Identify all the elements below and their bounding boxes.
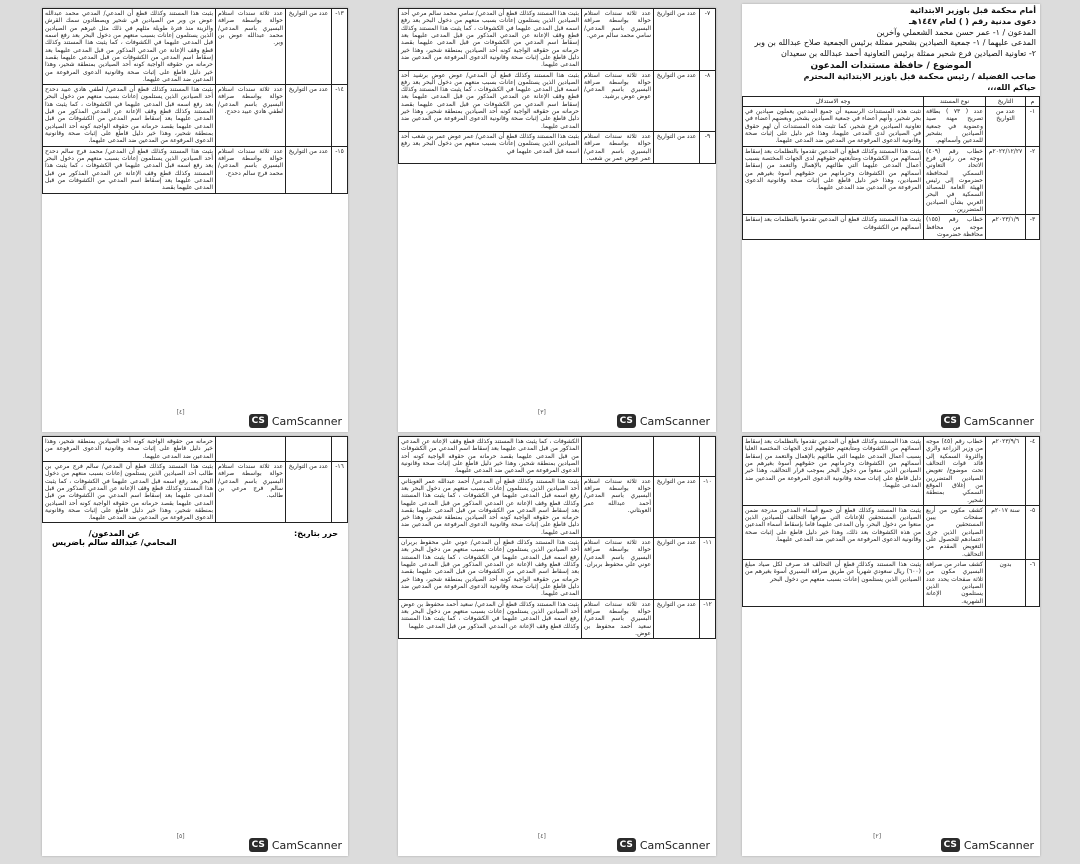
table-row [43, 85, 348, 147]
table-row-continued [399, 437, 716, 477]
row-date: عدد من التواريخ [986, 107, 1026, 147]
camscanner-label: CamScanner [639, 838, 710, 852]
table-row [399, 476, 716, 538]
row-document-type: عدد ثلاثة سندات استلام حوالة بواسطة صرافة البسيري باسم المدعي/ محمد عبدالله عوض بن وبر. [216, 9, 286, 85]
row-document-type: عدد ثلاثة سندات استلام حوالة بواسطة صرافة البسيري باسم المدعي/ سالم فرج مرعي بن طالب. [216, 461, 286, 523]
row-date: عدد من التواريخ [654, 599, 700, 639]
page-number: [٤] [537, 833, 546, 840]
camscanner-watermark [941, 838, 1034, 852]
table-row [743, 215, 1040, 240]
row-evidence-text: بثبت هذا المستند وكذلك قطع أن المدعي/ المدعي محمد عبدالله عوض بن وبر من الصيادين في شحير ويصطادون سمك القرش والزينة منذ فترة طويلة مثلهم في ذلك مثل غيرهم من الصيادين الذين يستلمون إعانات بسبب منعهم من دخول البحر بعد رفع اسمه قبل المدعى عليهما في الكشوفات ، كما يثبت هذا المستند وكذلك قطع وقف الإعانة عن المدعي المذكور من قبل المدعى عليهما بعد إسقاط اسم المدعي من الكشوفات من قبل المدعى عليهما بقصد حرمانه من حقوقه الواجبة كونه أحد الصيادين بمنطقة شحير، وهذا خير دليل قاطع على إثبات صحة وقانونية الدعوى المرفوعة من المدعين ضد المدعى عليهما. [43, 9, 216, 85]
camscanner-watermark [249, 838, 342, 852]
row-date: ٢٠٢٣/٩/٦م [986, 437, 1026, 506]
camscanner-label: CamScanner [963, 414, 1034, 428]
row-document-type: عدد ثلاثة سندات استلام حوالة بواسطة صرافة البسيري باسم المدعي/ لطفي هادي عبيد دحدح. [216, 85, 286, 147]
scan-page [42, 8, 348, 432]
table-row [743, 107, 1040, 147]
page-content [398, 8, 716, 402]
row-date: عدد من التواريخ [286, 146, 332, 193]
row-date: بدون [986, 560, 1026, 607]
row-number: ١٦- [332, 461, 348, 523]
camscanner-logo: CS [249, 838, 268, 852]
table-row [399, 132, 716, 164]
scan-page [398, 436, 716, 856]
scan-page [398, 8, 716, 432]
table-row-continued [43, 437, 348, 462]
documents-table [42, 8, 348, 194]
row-date: عدد من التواريخ [286, 85, 332, 147]
row-document-type: عدد ثلاثة سندات استلام حوالة بواسطة صرافة البسيري باسم المدعي/ سامي محمد سالم مرعي. [582, 9, 654, 71]
row-number: ٦- [1026, 560, 1040, 607]
row-number: ٣- [1026, 215, 1040, 240]
camscanner-label: CamScanner [271, 414, 342, 428]
continued-text: حرمانه من حقوقه الواجبة كونه أحد الصيادين بمنطقة شحير، وهذا خير دليل قاطع على إثبات صحة وقانونية الدعوى المرفوعة من المدعين ضد المدعى عليهما. [43, 437, 216, 462]
table-row [399, 538, 716, 600]
row-date: عدد من التواريخ [654, 132, 700, 164]
row-document-type: كشف صادر من صرافة البسيري مكون من ثلاثة صفحات يحدد عدد الصيادين الذين يستلمون الإعانة الشهرية. [924, 560, 986, 607]
row-evidence-text: يثبت هذا المستند وكذلك قطع أن المدعين تقدموا بالتظلمات بعد إسقاط أسمائهم من الكشوفات ومتابعتهم حقوقهم لدى الجهات المختصة بسبب أعمال المدعى عليهما التي طالتهم بالإهمال والتعمد من إسقاط أسمائهم من الكشوفات وحرمانهم من حقوقهم أسوة بغيرهم من الصيادين، وهذا خير دليل قاطع على إثبات صحة وقانونية الدعوى المرفوعة من المدعين ضد المدعى عليهما. [743, 146, 924, 215]
signature-block [42, 523, 348, 553]
court-title: أمام محكمة قبل باوزير الابتدائية [910, 6, 1036, 15]
camscanner-label: CamScanner [639, 414, 710, 428]
table-header-row [743, 96, 1040, 106]
row-date: سنة ٢٠١٧م [986, 505, 1026, 559]
table-row [743, 146, 1040, 215]
row-document-type: خطاب رقم (٤٠٩) موجه من رئيس فرع الاتحاد التعاوني السمكي لمحافظة حضرموت إلى رئيس الهيئة العامة للمصائد السمكية في البحر العربي بشأن الصيادين المتضررين. [924, 146, 986, 215]
documents-table [742, 436, 1040, 607]
row-number: ١٤- [332, 85, 348, 147]
camscanner-logo: CS [941, 414, 960, 428]
row-evidence-text: بثبت هذا المستند وكذلك قطع أن المدعي/ لطفي هادي عبيد دحدح أحد الصيادين الذين يستلمون إعانات بسبب منعهم من دخول البحر بعد رفع اسمه قبل المدعى عليهما في الكشوفات ، كما يثبت هذا المستند وكذلك قطع وقف الإعانة عن المدعي المذكور من قبل المدعى عليهما بعد إسقاط اسم المدعي من الكشوفات من قبل المدعى عليهما بقصد حرمانه من حقوقه الواجبة كونه أحد الصيادين بمنطقة شحير، وهذا خير دليل قاطع على إثبات صحة وقانونية الدعوى المرفوعة من المدعين ضد المدعى عليهما. [43, 85, 216, 147]
documents-table [398, 8, 716, 164]
header-face: وجه الاستدلال [743, 96, 924, 106]
camscanner-logo: CS [617, 414, 636, 428]
salutation: صاحب الفضيلة / رئيس محكمة قبل باوزير الابتدائية المحترم [803, 72, 1036, 82]
page-number: [٥] [176, 833, 185, 840]
table-row [43, 9, 348, 85]
page-content [742, 4, 1040, 402]
row-date: عدد من التواريخ [286, 461, 332, 523]
greeting: حياكم الله،،، [987, 82, 1036, 92]
scan-page [742, 436, 1040, 856]
row-evidence-text: بثبت هذا المستند وكذلك قطع أن المدعي/ أحمد عبدالله عمر العوبثاني أحد الصيادين الذين يستلمون إعانات بسبب منعهم من دخول البحر بعد رفع اسمه قبل المدعى عليهما في الكشوفات ، كما يثبت هذا المستند وكذلك قطع وقف الإعانة عن المدعي المذكور من قبل المدعى عليهما بعد إسقاط اسم المدعي من الكشوفات من قبل المدعى عليهما بقصد حرمانه من حقوقه الواجبة كونه أحد الصيادين بمنطقة شحير، وهذا خير دليل قاطع على إثبات صحة وقانونية الدعوى المرفوعة من المدعين ضد المدعى عليهما. [399, 476, 582, 538]
defendant-line-2: ٢- تعاونية الصيادين فرع شحير ممثلة برئيس التعاونية أحمد عبدالله بن سعيدان [781, 49, 1036, 59]
row-date: عدد من التواريخ [654, 9, 700, 71]
row-number: ١٢- [700, 599, 716, 639]
row-date: ٢٠٢٢/١٢/٢٧م [986, 146, 1026, 215]
row-number: ٨- [700, 70, 716, 132]
plaintiff-line: المدعون / ١- عمر حسن محمد الشعملي وآخرين [876, 27, 1036, 37]
subject-line: الموضوع / حافظة مستندات المدعون [810, 60, 972, 71]
documents-table [398, 436, 716, 639]
row-document-type: عدد ثلاثة سندات استلام حوالة بواسطة صرافة البسيري باسم المدعي/ عوني علي محفوظ بربران. [582, 538, 654, 600]
row-evidence-text: بثبت هذا المستند وكذلك قطع أن المدعي/ عوض عوض برشيد أحد الصيادين الذين يستلمون إعانات بسبب منعهم من دخول البحر بعد رفع اسمه قبل المدعى عليهما في الكشوفات ، كما يثبت هذا المستند وكذلك قطع وقف الإعانة عن المدعي المذكور من قبل المدعى عليهما بعد إسقاط اسم المدعي من الكشوفات من قبل المدعى عليهما بقصد حرمانه من حقوقه الواجبة كونه أحد الصيادين بمنطقة شحير، وهذا خير دليل قاطع على إثبات صحة وقانونية الدعوى المرفوعة من المدعين ضد المدعى عليهما. [399, 70, 582, 132]
row-number: ٤- [1026, 437, 1040, 506]
camscanner-watermark [617, 414, 710, 428]
row-date: عدد من التواريخ [654, 70, 700, 132]
table-row [743, 505, 1040, 559]
table-row [399, 70, 716, 132]
camscanner-watermark [617, 838, 710, 852]
row-document-type: عدد ( ٧٣ ) بطاقة تصريح مهنة صيد وعضوية في جمعية الصيادين بشحير للمدعين وأسمائهم. [924, 107, 986, 147]
page-number: [٣] [537, 409, 546, 416]
table-row [399, 599, 716, 639]
camscanner-watermark [941, 414, 1034, 428]
signature-date-label: حرر بتاريخ: [294, 529, 338, 539]
row-number: ١٥- [332, 146, 348, 193]
row-number: ١٠- [700, 476, 716, 538]
header-date: التاريخ [986, 96, 1026, 106]
row-document-type: كشف مكون من أربع صفحات يبين المستحقين من الصيادين الذين جرى اعتمادهم للحصول على التعويض المقدم من التحالف. [924, 505, 986, 559]
row-evidence-text: بثبت هذا المستند وكذلك قطع أن المدعي/ سالم فرج مرعي بن طالب أحد الصيادين الذين يستلمون إعانات بسبب منعهم من دخول البحر بعد رفع اسمه قبل المدعى عليهما في الكشوفات ، كما يثبت هذا المستند وكذلك قطع وقف الإعانة عن المدعي المذكور من قبل المدعى عليهما بعد إسقاط اسم المدعي من الكشوفات من قبل المدعى عليهما بقصد حرمانه من حقوقه الواجبة كونه أحد الصيادين بمنطقة شحير، وهذا خير دليل قاطع على إثبات صحة وقانونية الدعوى المرفوعة من المدعين ضد المدعى عليهما. [43, 461, 216, 523]
continued-text: الكشوفات ، كما يثبت هذا المستند وكذلك قطع وقف الإعانة عن المدعي المذكور من قبل المدعى عليهما بعد إسقاط اسم المدعي من الكشوفات من قبل المدعى عليهما بقصد حرمانه من حقوقه الواجبة كونه أحد الصيادين بمنطقة شحير، وهذا خير دليل قاطع على إثبات صحة وقانونية الدعوى المرفوعة من المدعين ضد المدعى عليهما. [399, 437, 582, 477]
camscanner-logo: CS [617, 838, 636, 852]
row-number: ١- [1026, 107, 1040, 147]
row-number: ٥- [1026, 505, 1040, 559]
defendant-line-1: المدعى عليهما / ١- جمعية الصيادين بشحير ممثلة برئيس الجمعية صلاح عبدالله بن وبر [754, 38, 1036, 48]
row-document-type: عدد ثلاثة سندات استلام حوالة بواسطة صرافة البسيري باسم المدعي/ محمد فرج سالم دحدح. [216, 146, 286, 193]
page-content [42, 436, 348, 826]
header-no: م [1026, 96, 1040, 106]
page-content [742, 436, 1040, 826]
row-evidence-text: يثبت هذا المستند وكذلك قطع أن المدعين تقدموا بالتظلمات بعد إسقاط أسمائهم من الكشوفات ومتابعتهم حقوقهم لدى الجهات المختصة العليا بسبب أعمال المدعى عليهما التي طالتهم بالإهمال والتعمد من إسقاط أسمائهم من الكشوفات وحرمانهم من حقوقهم أسوة بغيرهم من الصيادين الذين منعوا من دخول البحر بموجب قرار التحالف، وهذا خير دليل قاطع على إثبات صحة وقانونية الدعوى المرفوعة من المدعين ضد المدعى عليهما. [743, 437, 924, 506]
scan-page [742, 4, 1040, 432]
row-document-type: خطاب رقم (١٥٥) موجه من محافظ محافظة حضرموت [924, 215, 986, 240]
case-number: دعوى مدنية رقم ( ) لعام ١٤٤٧هـ [909, 16, 1036, 26]
table-row [43, 461, 348, 523]
documents-table [742, 96, 1040, 241]
signature-for-plaintiffs: عن المدعون/ [88, 529, 140, 539]
row-document-type: عدد ثلاثة سندات استلام حوالة بواسطة صرافة البسيري باسم المدعي/ أحمد عبدالله عمر العوبثاني. [582, 476, 654, 538]
table-row [399, 9, 716, 71]
signature-lawyer: المحامي/ عبدالله سالم باضريس [52, 538, 177, 548]
row-evidence-text: يثبت هذا المستند وكذلك قطع أن المدعين تقدموا بالتظلمات بعد إسقاط أسمائهم من الكشوفات [743, 215, 924, 240]
row-evidence-text: بثبت هذا المستند وكذلك قطع أن المدعي/ سعيد أحمد محفوظ بن عوض أحد الصيادين الذين يستلمون إعانات بسبب منعهم من دخول البحر بعد رفع اسمه قبل المدعى عليهما في الكشوفات ، كما يثبت هذا المستند وكذلك قطع وقف الإعانة عن المدعي المذكور من قبل المدعى عليهما [399, 599, 582, 639]
row-document-type: عدد ثلاثة سندات استلام حوالة بواسطة صرافة البسيري باسم المدعي/ عوض عوض برشيد. [582, 70, 654, 132]
row-date: عدد من التواريخ [654, 538, 700, 600]
row-evidence-text: تثبت هذه المستندات الرسمية أن جميع المدعين يعملون صيادين في بحر شحير، وأنهم أعضاء في جمعية الصيادين بشحير وبعضهم أعضاء في تعاونية الصيادين فرع شحير، كما تثبت هذه المستندات أن لهم حقوق في الصيادين لدى المدعى عليهما، وهذا خير دليل على إثبات صحة وقانونية الدعوى المرفوعة من المدعين ضد المدعى عليهما. [743, 107, 924, 147]
row-number: ١١- [700, 538, 716, 600]
row-number: ٧- [700, 9, 716, 71]
row-document-type: خطاب رقم (٤٥) موجه من وزير الزراعة والري والثروة السمكية إلى قائد قوات التحالف تحت موضوع/ تعويض الصيادين المتضررين من إغلاق الموقع السمكي بمنطقة شحير. [924, 437, 986, 506]
camscanner-label: CamScanner [271, 838, 342, 852]
row-evidence-text: يثبت هذا المستند وكذلك قطع أن جميع أسماء المدعين مدرجة ضمن الصيادين المستحقين للإعانات التي صرفها التحالف للصيادين الذين منعوا من دخول البحر، وأن المدعى عليهما قاما بإسقاط أسماء المدعين من هذه الكشوفات بعد ذلك، وهذا خير دليل قاطع على إثبات صحة وقانونية الدعوى المرفوعة من المدعين ضد المدعى عليهما. [743, 505, 924, 559]
row-date: عدد من التواريخ [654, 476, 700, 538]
document-header [742, 4, 1040, 96]
row-date: عدد من التواريخ [286, 9, 332, 85]
row-evidence-text: بثبت هذا المستند وكذلك قطع أن المدعي/ عوني علي محفوظ بربران أحد الصيادين الذين يستلمون إعانات بسبب منعهم من دخول البحر بعد رفع اسمه قبل المدعى عليهما في الكشوفات ، كما يثبت هذا المستند وكذلك قطع وقف الإعانة عن المدعي المذكور من قبل المدعى عليهما بعد إسقاط اسم المدعي من الكشوفات من قبل المدعى عليهما بقصد حرمانه من حقوقه الواجبة كونه أحد الصيادين بمنطقة شحير، وهذا خير دليل قاطع على إثبات صحة وقانونية الدعوى المرفوعة من المدعين ضد المدعى عليهما. [399, 538, 582, 600]
row-evidence-text: بثبت هذا المستند وكذلك قطع أن المدعي/ سامي محمد سالم مرعي أحد الصيادين الذين يستلمون إعانات بسبب منعهم من دخول البحر بعد رفع اسمه قبل المدعى عليهما في الكشوفات ، كما يثبت هذا المستند وكذلك قطع وقف الإعانة عن المدعي المذكور من قبل المدعى عليهما بعد إسقاط اسم المدعي من الكشوفات من قبل المدعى عليهما بقصد حرمانه من حقوقه الواجبة كونه أحد الصيادين بمنطقة شحير، وهذا خير دليل قاطع على إثبات صحة وقانونية الدعوى المرفوعة من المدعين ضد المدعى عليهما. [399, 9, 582, 71]
row-date: ٢٠٢٣/١/٩م [986, 215, 1026, 240]
page-content [398, 436, 716, 826]
scan-page [42, 436, 348, 856]
camscanner-watermark [249, 414, 342, 428]
table-row [43, 146, 348, 193]
row-document-type: عدد ثلاثة سندات استلام حوالة بواسطة صرافة البسيري باسم المدعي/ سعيد أحمد محفوظ بن عوض. [582, 599, 654, 639]
row-number: ١٣- [332, 9, 348, 85]
camscanner-logo: CS [941, 838, 960, 852]
row-number: ٢- [1026, 146, 1040, 215]
page-number: [٢] [873, 833, 882, 840]
row-document-type: عدد ثلاثة سندات استلام حوالة بواسطة صرافة البسيري باسم المدعي/ عمر عوض عمر بن شعب. [582, 132, 654, 164]
table-row [743, 560, 1040, 607]
row-evidence-text: يثبت هذا المستند وكذلك قطع أن التحالف قد صرف لكل صياد مبلغ (٦٠٠) ريال سعودي شهرياً عن طريق صرافة البسيري أسوة بغيرهم من الصيادين الذين يستلمون إعانات بسبب منعهم من دخول البحر [743, 560, 924, 607]
documents-table [42, 436, 348, 523]
page-number: [٤] [176, 409, 185, 416]
header-type: نوع المستند [924, 96, 986, 106]
camscanner-logo: CS [249, 414, 268, 428]
row-evidence-text: بثبت هذا المستند وكذلك قطع أن المدعي/ عمر عوض عمر بن شعب أحد الصيادين الذين يستلمون إعانات بسبب منعهم من دخول البحر بعد رفع اسمه قبل المدعى عليهما في [399, 132, 582, 164]
row-evidence-text: بثبت هذا المستند وكذلك قطع أن المدعي/ محمد فرج سالم دحدح أحد الصيادين الذين يستلمون إعانات بسبب منعهم من دخول البحر بعد رفع اسمه قبل المدعى عليهما في الكشوفات ، كما يثبت هذا المستند وكذلك قطع وقف الإعانة عن المدعي المذكور من قبل المدعى عليهما بعد إسقاط اسم المدعي من الكشوفات من قبل المدعى عليهما بقصد [43, 146, 216, 193]
table-row [743, 437, 1040, 506]
row-number: ٩- [700, 132, 716, 164]
camscanner-label: CamScanner [963, 838, 1034, 852]
page-content [42, 8, 348, 402]
